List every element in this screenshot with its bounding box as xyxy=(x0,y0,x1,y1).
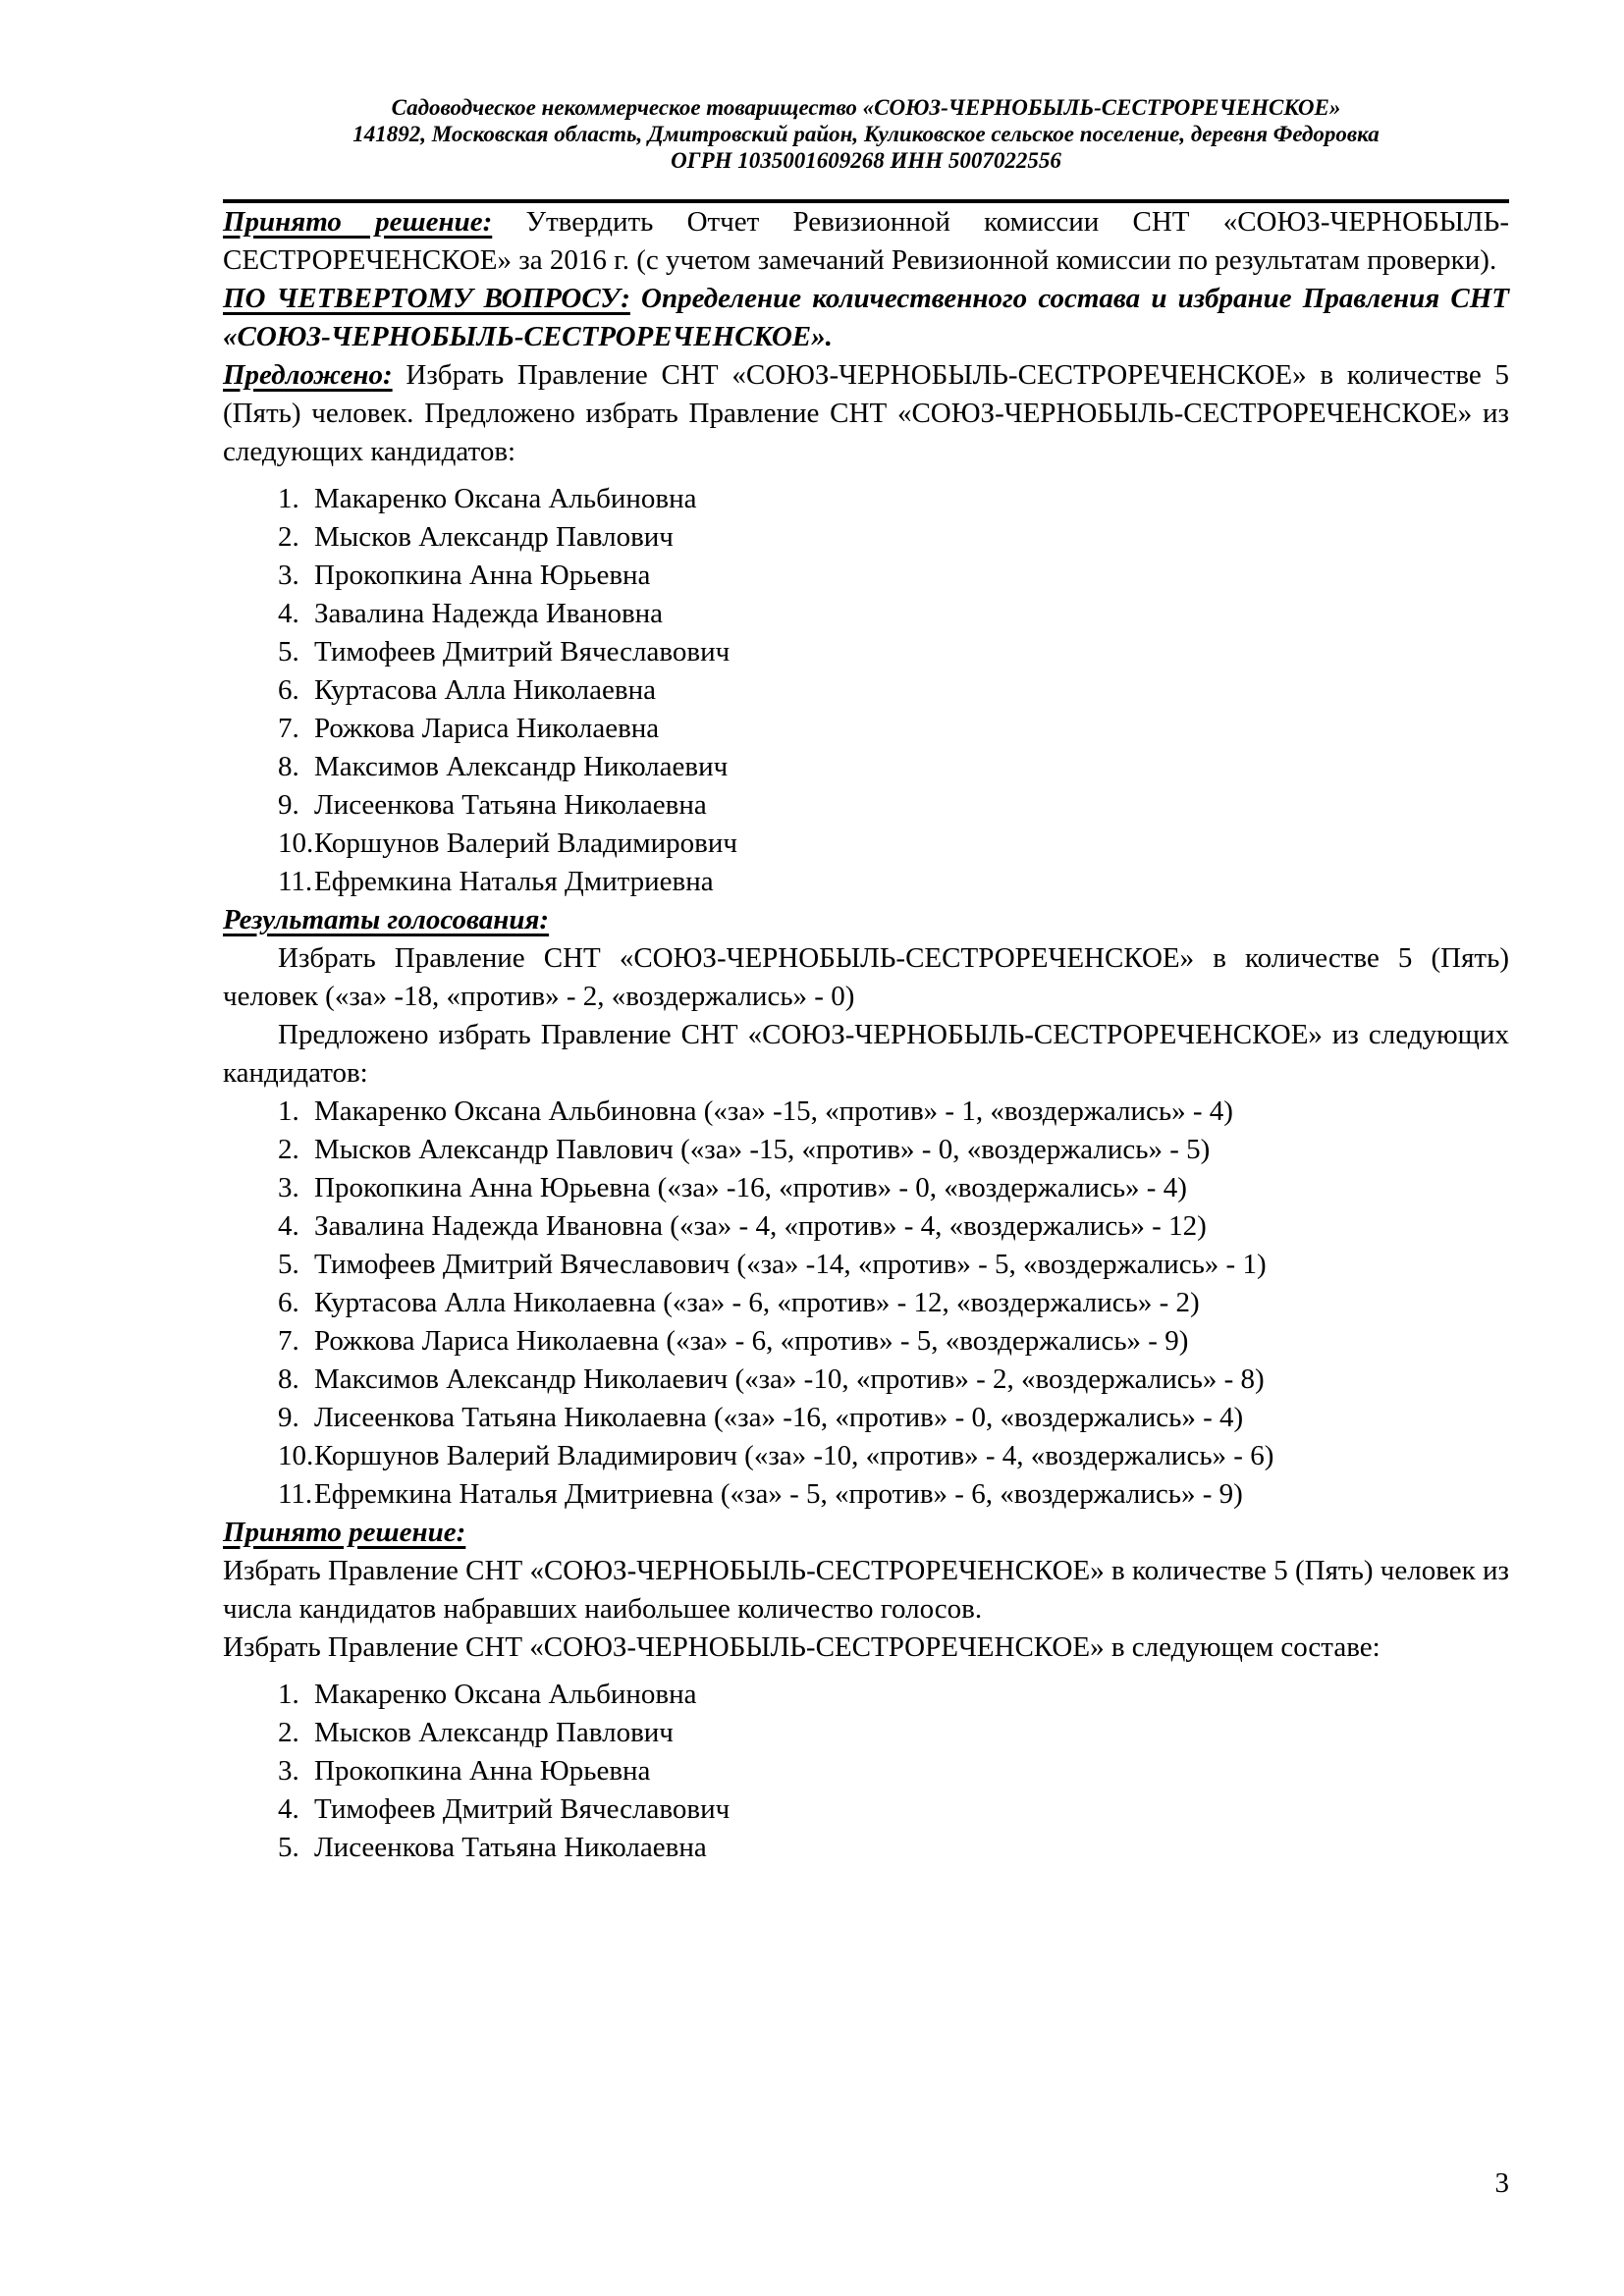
vote-result-number: 3. xyxy=(278,1172,299,1203)
vote-result-item xyxy=(223,1169,1509,1207)
vote-result-number: 4. xyxy=(278,1210,299,1242)
voting-results-intro: Предложено избрать Правление СНТ «СОЮЗ-ЧЕРНОБЫЛЬ-СЕСТРОРЕЧЕНСКОЕ» из следующих кандидатов: xyxy=(223,1019,1509,1089)
candidate-name: Ефремкина Наталья Дмитриевна xyxy=(314,866,714,897)
candidate-number: 4. xyxy=(278,598,299,629)
board-member-item xyxy=(223,1829,1509,1867)
letterhead-ogrn-inn: ОГРН 1035001609268 ИНН 5007022556 xyxy=(671,148,1061,173)
vote-result-text: Макаренко Оксана Альбиновна («за» -15, «против» - 1, «воздержались» - 4) xyxy=(314,1095,1233,1127)
board-member-number: 1. xyxy=(278,1679,299,1710)
document-content xyxy=(223,0,1509,1867)
candidate-number: 8. xyxy=(278,751,299,782)
candidate-item xyxy=(223,518,1509,557)
letterhead-org-name: Садоводческое некоммерческое товарищество «СОЮЗ-ЧЕРНОБЫЛЬ-СЕСТРОРЕЧЕНСКОЕ» xyxy=(391,95,1341,120)
decision-q4-label: Принято решение: xyxy=(223,1517,466,1548)
vote-result-text: Рожкова Лариса Николаевна («за» - 6, «против» - 5, «воздержались» - 9) xyxy=(314,1325,1189,1357)
candidate-item xyxy=(223,480,1509,518)
voting-results-heading xyxy=(223,901,1509,939)
candidate-item xyxy=(223,595,1509,633)
proposal-text: Избрать Правление СНТ «СОЮЗ-ЧЕРНОБЫЛЬ-СЕСТРОРЕЧЕНСКОЕ» в количестве 5 (Пять) человек. xyxy=(223,359,1509,429)
candidate-number: 6. xyxy=(278,674,299,706)
candidate-item xyxy=(223,825,1509,863)
candidate-item xyxy=(223,710,1509,748)
candidate-number: 7. xyxy=(278,713,299,744)
question4-heading xyxy=(223,280,1509,356)
board-member-number: 3. xyxy=(278,1755,299,1787)
vote-result-number: 2. xyxy=(278,1134,299,1165)
candidate-name: Мысков Александр Павлович xyxy=(314,521,674,553)
candidate-name: Завалина Надежда Ивановна xyxy=(314,598,664,629)
decision-q4-heading xyxy=(223,1514,1509,1552)
vote-result-text: Прокопкина Анна Юрьевна («за» -16, «против» - 0, «воздержались» - 4) xyxy=(314,1172,1187,1203)
proposal-label: Предложено: xyxy=(223,359,393,391)
vote-result-item xyxy=(223,1437,1509,1475)
candidate-number: 2. xyxy=(278,521,299,553)
candidate-name: Максимов Александр Николаевич xyxy=(314,751,729,782)
vote-result-number: 9. xyxy=(278,1402,299,1433)
board-members-list xyxy=(223,1676,1509,1867)
vote-result-item xyxy=(223,1131,1509,1169)
vote-result-number: 7. xyxy=(278,1325,299,1357)
candidate-item xyxy=(223,786,1509,825)
vote-result-item xyxy=(223,1361,1509,1399)
candidate-number: 11. xyxy=(278,866,313,897)
candidate-number: 9. xyxy=(278,789,299,821)
vote-result-text: Коршунов Валерий Владимирович («за» -10, «против» - 4, «воздержались» - 6) xyxy=(314,1440,1274,1471)
board-member-item xyxy=(223,1676,1509,1714)
candidate-item xyxy=(223,557,1509,595)
board-member-name: Лисеенкова Татьяна Николаевна xyxy=(314,1832,707,1863)
voting-results-label: Результаты голосования: xyxy=(223,904,550,935)
vote-result-number: 1. xyxy=(278,1095,299,1127)
candidate-number: 5. xyxy=(278,636,299,667)
board-member-number: 2. xyxy=(278,1717,299,1748)
decision-q3-text: Утвердить Отчет Ревизионной комиссии СНТ «СОЮЗ-ЧЕРНОБЫЛЬ-СЕСТРОРЕЧЕНСКОЕ» за 2016 г. (с учетом замечаний Ревизионной комиссии по результатам проверки). xyxy=(223,206,1509,276)
vote-result-item xyxy=(223,1093,1509,1131)
candidate-number: 10. xyxy=(278,828,314,859)
vote-result-text: Тимофеев Дмитрий Вячеславович («за» -14, «против» - 5, «воздержались» - 1) xyxy=(314,1249,1267,1280)
vote-result-item xyxy=(223,1246,1509,1284)
letterhead-address: 141892, Московская область, Дмитровский район, Куликовское сельское поселение, деревня Федоровка xyxy=(352,122,1380,146)
candidate-item xyxy=(223,671,1509,710)
proposal-paragraph xyxy=(223,356,1509,471)
vote-result-text: Мысков Александр Павлович («за» -15, «против» - 0, «воздержались» - 5) xyxy=(314,1134,1211,1165)
page-number: 3 xyxy=(1494,2167,1509,2199)
decision-q4-para1: Избрать Правление СНТ «СОЮЗ-ЧЕРНОБЫЛЬ-СЕСТРОРЕЧЕНСКОЕ» в количестве 5 (Пять) человек из числа кандидатов набравших наибольшее количество голосов. xyxy=(223,1555,1509,1625)
candidates-list xyxy=(223,480,1509,901)
decision-q3-paragraph xyxy=(223,203,1509,280)
board-member-number: 5. xyxy=(278,1832,299,1863)
vote-result-text: Ефремкина Наталья Дмитриевна («за» - 5, «против» - 6, «воздержались» - 9) xyxy=(314,1478,1243,1510)
board-member-number: 4. xyxy=(278,1793,299,1825)
proposal-text2: Предложено избрать Правление СНТ «СОЮЗ-ЧЕРНОБЫЛЬ-СЕСТРОРЕЧЕНСКОЕ» из следующих кандидатов: xyxy=(223,398,1509,467)
board-member-item xyxy=(223,1752,1509,1790)
voting-results-summary: Избрать Правление СНТ «СОЮЗ-ЧЕРНОБЫЛЬ-СЕСТРОРЕЧЕНСКОЕ» в количестве 5 (Пять) человек («за» -18, «против» - 2, «воздержались» - 0) xyxy=(223,942,1509,1012)
board-member-item xyxy=(223,1714,1509,1752)
board-member-name: Тимофеев Дмитрий Вячеславович xyxy=(314,1793,731,1825)
board-member-name: Прокопкина Анна Юрьевна xyxy=(314,1755,651,1787)
vote-result-item xyxy=(223,1207,1509,1246)
vote-result-item xyxy=(223,1322,1509,1361)
vote-result-number: 10. xyxy=(278,1440,314,1471)
vote-result-text: Куртасова Алла Николаевна («за» - 6, «против» - 12, «воздержались» - 2) xyxy=(314,1287,1200,1318)
vote-result-text: Лисеенкова Татьяна Николаевна («за» -16, «против» - 0, «воздержались» - 4) xyxy=(314,1402,1244,1433)
candidate-name: Рожкова Лариса Николаевна xyxy=(314,713,660,744)
candidate-number: 1. xyxy=(278,483,299,514)
candidate-name: Макаренко Оксана Альбиновна xyxy=(314,483,697,514)
vote-result-item xyxy=(223,1399,1509,1437)
vote-result-text: Максимов Александр Николаевич («за» -10, «против» - 2, «воздержались» - 8) xyxy=(314,1363,1265,1395)
board-member-name: Макаренко Оксана Альбиновна xyxy=(314,1679,697,1710)
decision-q4-para2: Избрать Правление СНТ «СОЮЗ-ЧЕРНОБЫЛЬ-СЕСТРОРЕЧЕНСКОЕ» в следующем составе: xyxy=(223,1631,1380,1663)
vote-result-number: 5. xyxy=(278,1249,299,1280)
candidate-name: Коршунов Валерий Владимирович xyxy=(314,828,737,859)
vote-result-number: 11. xyxy=(278,1478,313,1510)
candidate-name: Куртасова Алла Николаевна xyxy=(314,674,656,706)
candidate-name: Прокопкина Анна Юрьевна xyxy=(314,560,651,591)
candidate-number: 3. xyxy=(278,560,299,591)
candidate-name: Тимофеев Дмитрий Вячеславович xyxy=(314,636,731,667)
vote-result-number: 8. xyxy=(278,1363,299,1395)
vote-result-item xyxy=(223,1284,1509,1322)
vote-result-number: 6. xyxy=(278,1287,299,1318)
board-member-item xyxy=(223,1790,1509,1829)
question4-label: ПО ЧЕТВЕРТОМУ ВОПРОСУ: xyxy=(223,283,630,314)
question4-topic: Определение количественного состава и избрание Правления СНТ «СОЮЗ-ЧЕРНОБЫЛЬ-СЕСТРОРЕЧЕНСКОЕ». xyxy=(223,283,1509,352)
candidate-name: Лисеенкова Татьяна Николаевна xyxy=(314,789,707,821)
document-body xyxy=(223,203,1509,1867)
decision-q3-label: Принято решение: xyxy=(223,206,493,238)
candidate-item xyxy=(223,633,1509,671)
letterhead xyxy=(223,94,1509,174)
candidate-item xyxy=(223,863,1509,901)
vote-result-item xyxy=(223,1475,1509,1514)
vote-result-text: Завалина Надежда Ивановна («за» - 4, «против» - 4, «воздержались» - 12) xyxy=(314,1210,1207,1242)
candidate-item xyxy=(223,748,1509,786)
voting-results-list xyxy=(223,1093,1509,1514)
board-member-name: Мысков Александр Павлович xyxy=(314,1717,674,1748)
